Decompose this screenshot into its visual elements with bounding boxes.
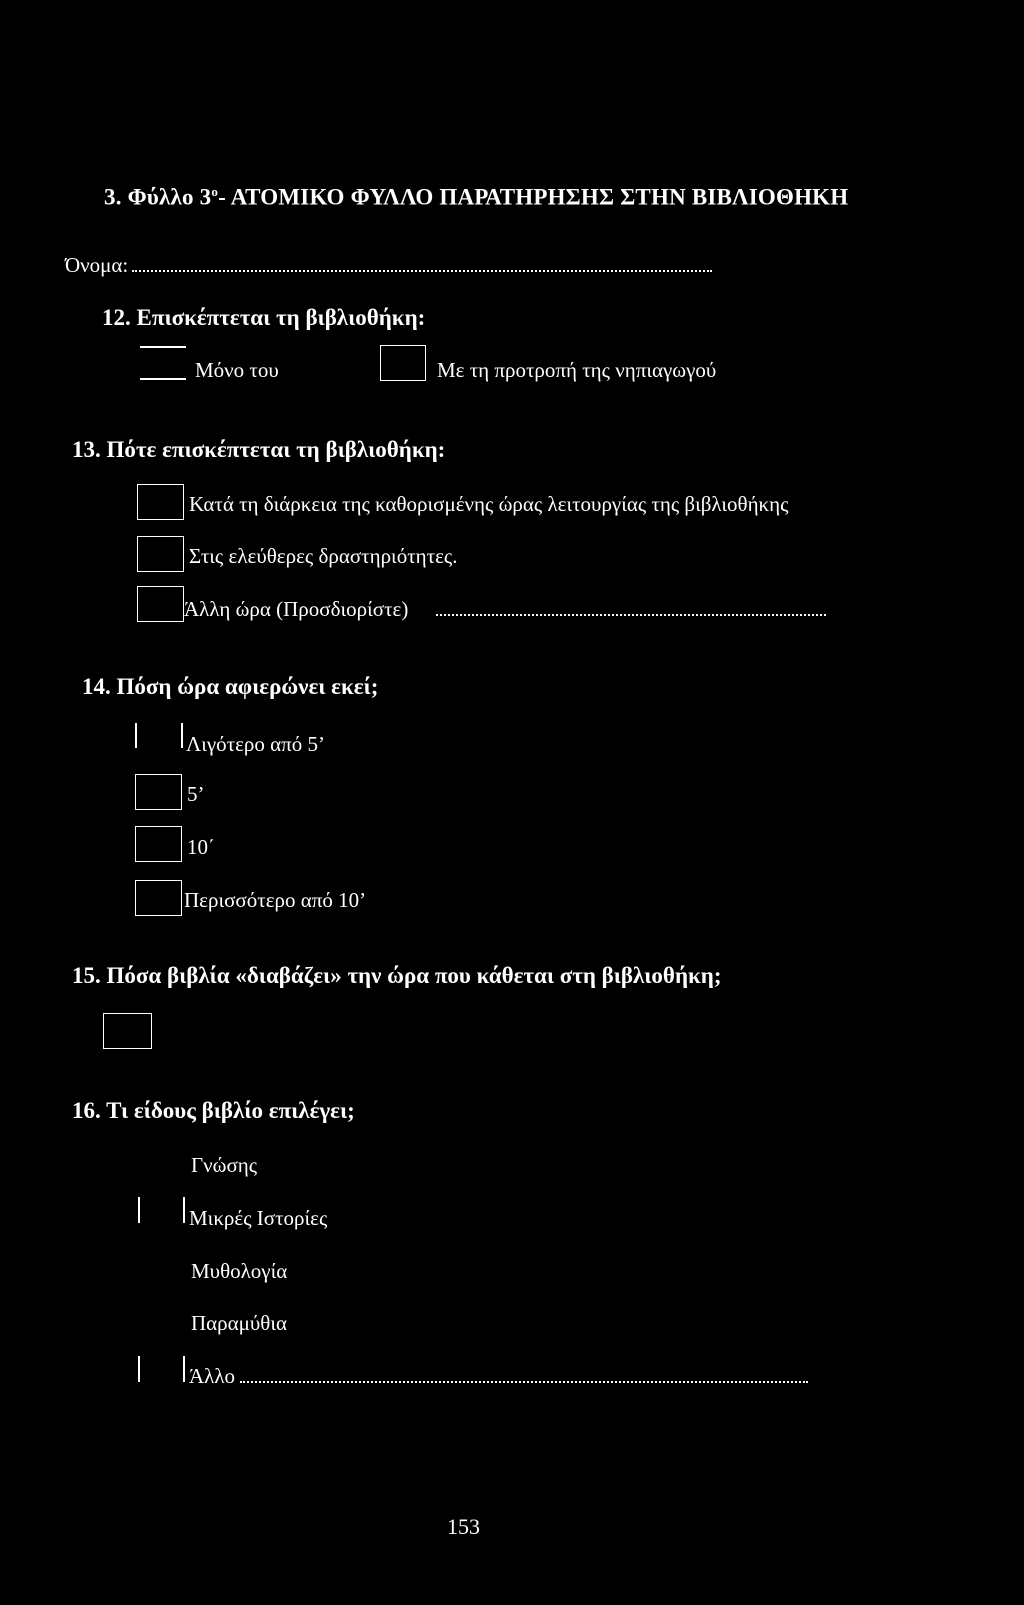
q14-option-3: 10΄: [187, 835, 215, 859]
q14-checkbox-4[interactable]: [135, 880, 182, 916]
q16-other-field[interactable]: [240, 1381, 808, 1383]
q13-checkbox-1[interactable]: [137, 484, 184, 520]
q14-option-1: Λιγότερο από 5’: [186, 732, 325, 756]
q12-option-alone: Μόνο του: [195, 358, 279, 382]
q16-checkbox-other-left[interactable]: [138, 1356, 140, 1382]
q14-checkbox-1-right: [181, 723, 183, 748]
q13-checkbox-3[interactable]: [137, 586, 184, 622]
q16-checkbox-other-right: [183, 1356, 185, 1382]
q16-option-mythology: Μυθολογία: [191, 1259, 288, 1283]
q12-checkbox-bottom-line[interactable]: [140, 378, 186, 380]
q12-checkbox-teacher[interactable]: [380, 345, 426, 381]
q16-option-knowledge: Γνώσης: [191, 1153, 258, 1177]
q14-title: 14. Πόση ώρα αφιερώνει εκεί;: [82, 674, 379, 699]
form-title-prefix: 3. Φύλλο 3: [104, 184, 212, 210]
q16-option-stories: Μικρές Ιστορίες: [189, 1206, 328, 1230]
q16-title: 16. Τι είδους βιβλίο επιλέγει;: [72, 1098, 355, 1123]
form-title-sup: ο: [211, 184, 219, 199]
q15-title: 15. Πόσα βιβλία «διαβάζει» την ώρα που κάθεται στη βιβλιοθήκη;: [72, 963, 722, 988]
q14-option-2: 5’: [187, 782, 205, 806]
q13-option-3: Άλλη ώρα (Προσδιορίστε): [184, 597, 409, 621]
q16-option-fairytales: Παραμύθια: [191, 1311, 288, 1335]
page-number: 153: [447, 1514, 480, 1539]
name-label: Όνομα:: [65, 253, 129, 277]
q13-option-1: Κατά τη διάρκεια της καθορισμένης ώρας λειτουργίας της βιβλιοθήκης: [189, 492, 789, 516]
q14-checkbox-2[interactable]: [135, 774, 182, 810]
form-title: [104, 184, 848, 211]
q13-other-field[interactable]: [436, 614, 826, 616]
q12-option-teacher: Με τη προτροπή της νηπιαγωγού: [437, 358, 717, 382]
q14-option-4: Περισσότερο από 10’: [184, 888, 367, 912]
q16-checkbox-stories-left[interactable]: [138, 1197, 140, 1223]
q15-answer-box[interactable]: [103, 1013, 152, 1049]
q12-title: 12. Επισκέπτεται τη βιβλιοθήκη:: [102, 305, 426, 330]
q13-title: 13. Πότε επισκέπτεται τη βιβλιοθήκη:: [72, 437, 446, 462]
q16-checkbox-stories-right: [183, 1197, 185, 1223]
q14-checkbox-1-left[interactable]: [135, 723, 137, 748]
name-field[interactable]: [132, 270, 712, 272]
q16-option-other: Άλλο: [189, 1364, 236, 1388]
form-title-suffix: - ΑΤΟΜΙΚΟ ΦΥΛΛΟ ΠΑΡΑΤΗΡΗΣΗΣ ΣΤΗΝ ΒΙΒΛΙΟΘΗΚΗ: [218, 184, 849, 210]
q13-option-2: Στις ελεύθερες δραστηριότητες.: [189, 544, 458, 568]
q14-checkbox-3[interactable]: [135, 826, 182, 862]
q13-checkbox-2[interactable]: [137, 536, 184, 572]
q12-checkbox-top-line: [140, 346, 186, 348]
